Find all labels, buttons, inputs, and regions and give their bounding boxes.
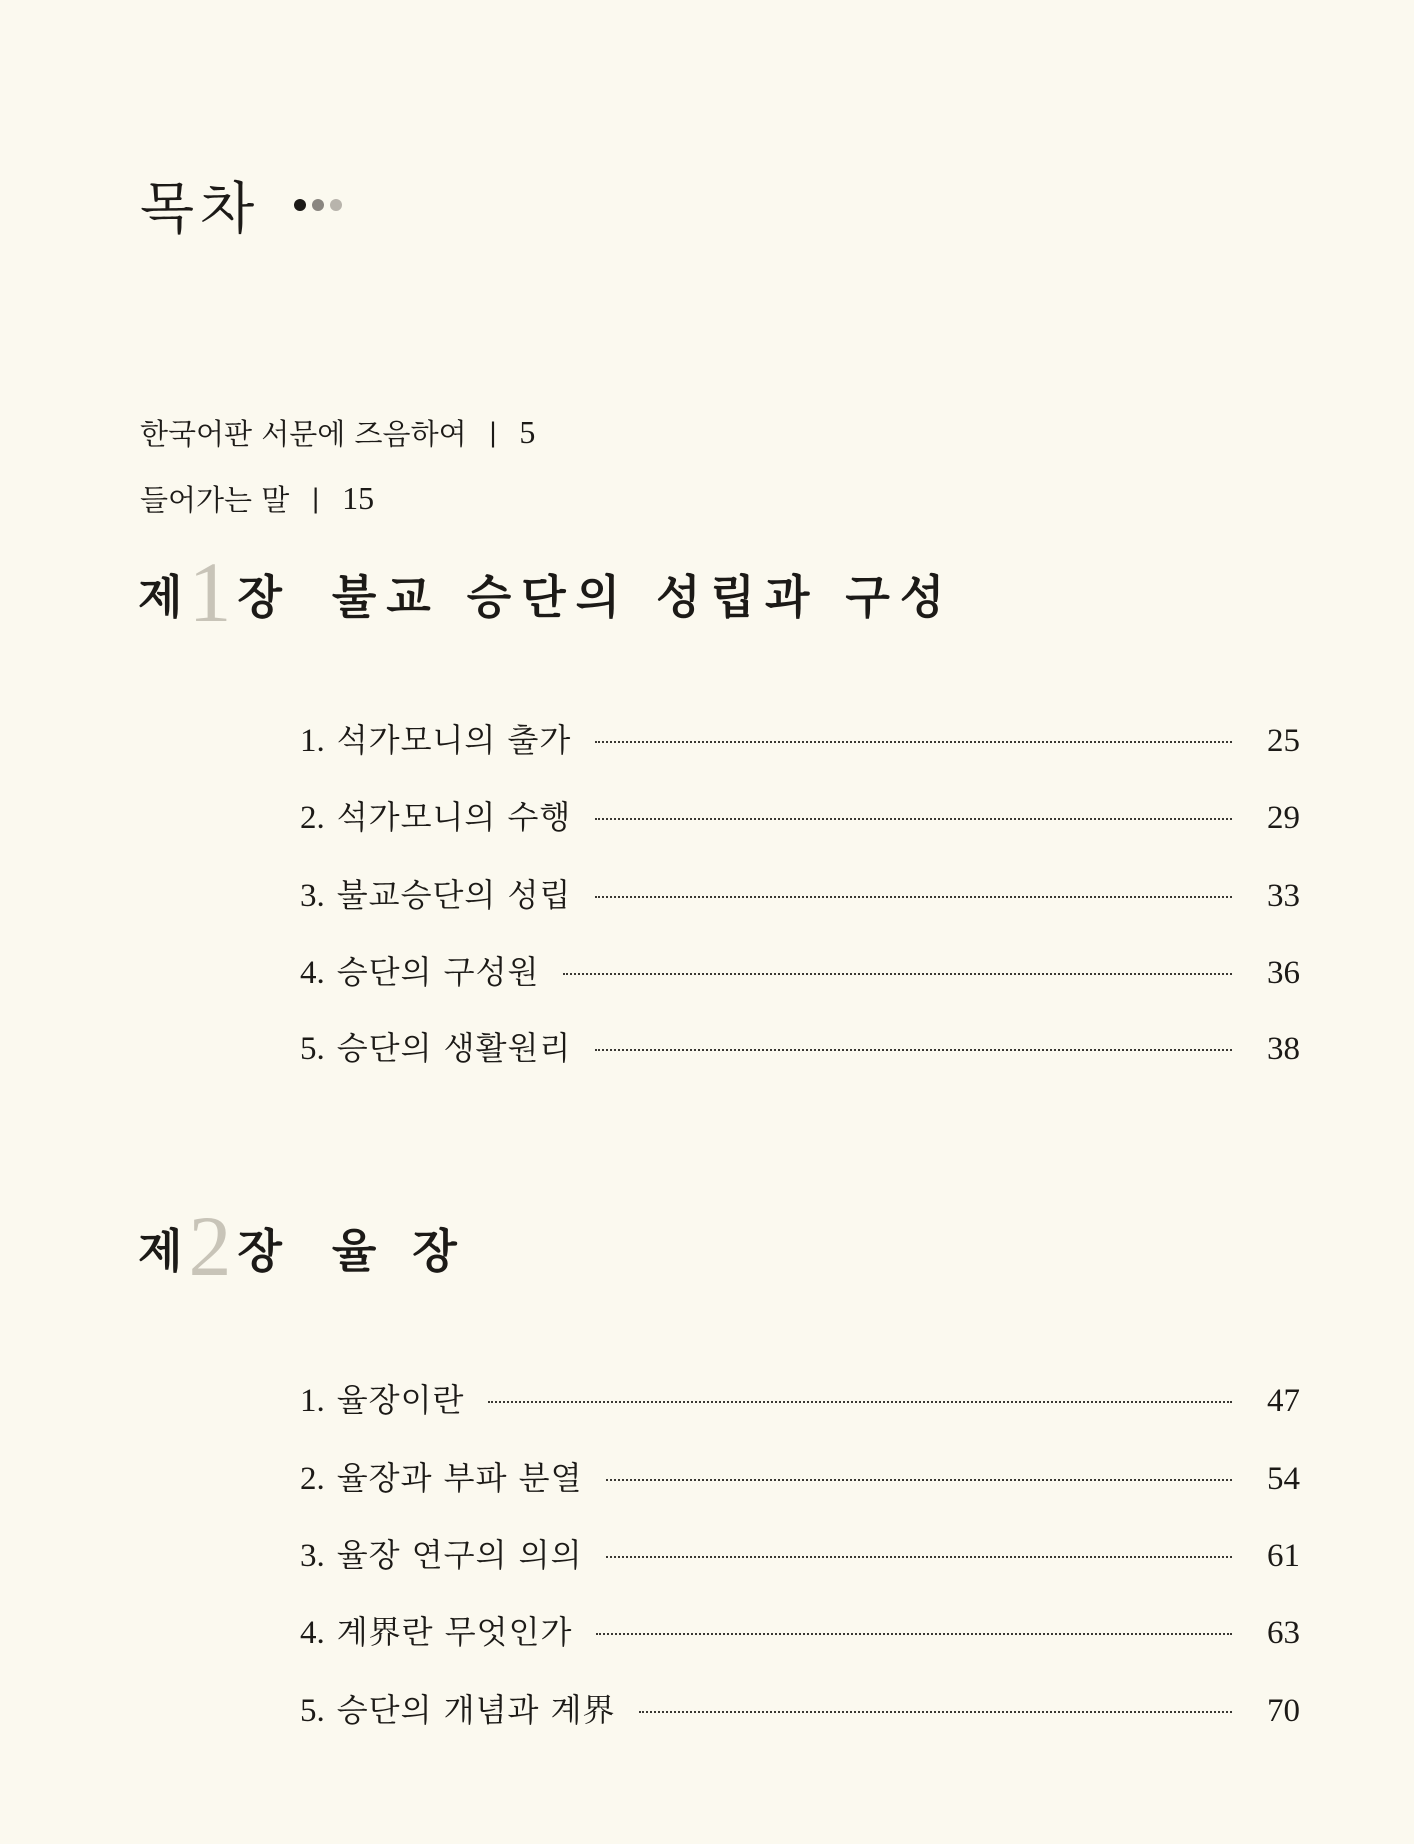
entry-number: 4. bbox=[300, 955, 325, 991]
entry-number: 3. bbox=[300, 1538, 325, 1574]
toc-entry[interactable] bbox=[300, 947, 1300, 993]
entry-label: 승단의 생활원리 bbox=[336, 1029, 572, 1067]
entry-label: 율장과 부파 분열 bbox=[336, 1459, 583, 1497]
entry-label: 한국어판 서문에 즈음하여 bbox=[140, 417, 467, 451]
page-number: 63 bbox=[1267, 1615, 1300, 1651]
entry-number: 1. bbox=[300, 1383, 325, 1419]
toc-entry[interactable] bbox=[300, 1607, 1300, 1653]
entry-number: 3. bbox=[300, 878, 325, 914]
page-number: 33 bbox=[1267, 878, 1300, 914]
toc-entry[interactable] bbox=[300, 1453, 1300, 1499]
toc-entry[interactable] bbox=[300, 1023, 1300, 1069]
page-number: 29 bbox=[1267, 800, 1300, 836]
page-number: 25 bbox=[1267, 723, 1300, 759]
entry-number: 2. bbox=[300, 1461, 325, 1497]
dot-leader bbox=[595, 896, 1232, 898]
front-matter-entry[interactable] bbox=[140, 478, 374, 519]
entry-label: 석가모니의 출가 bbox=[336, 721, 572, 759]
toc-entry[interactable] bbox=[300, 715, 1300, 761]
page-number: 15 bbox=[342, 480, 375, 516]
chapter-suffix: 장 bbox=[237, 569, 282, 624]
chapter-number: 2 bbox=[188, 1198, 232, 1294]
chapter-prefix: 제 bbox=[138, 569, 183, 624]
separator: | bbox=[311, 483, 321, 514]
chapter-heading[interactable] bbox=[138, 1198, 467, 1294]
dot-icon bbox=[330, 199, 342, 211]
entry-label: 율장이란 bbox=[336, 1381, 465, 1419]
entry-label: 승단의 구성원 bbox=[336, 953, 540, 991]
toc-entry[interactable] bbox=[300, 1685, 1300, 1731]
title-dots-ornament bbox=[294, 199, 342, 211]
dot-leader bbox=[595, 1049, 1232, 1051]
page-number: 5 bbox=[519, 414, 536, 450]
dot-leader bbox=[596, 1633, 1232, 1635]
chapter-heading[interactable] bbox=[138, 544, 955, 640]
entry-number: 1. bbox=[300, 723, 325, 759]
page-number: 36 bbox=[1267, 955, 1300, 991]
entry-label: 들어가는 말 bbox=[140, 483, 290, 517]
page-number: 38 bbox=[1267, 1031, 1300, 1067]
page-title bbox=[140, 165, 342, 245]
separator: | bbox=[488, 417, 498, 448]
page-number: 54 bbox=[1267, 1461, 1300, 1497]
entry-label: 계界란 무엇인가 bbox=[336, 1613, 573, 1651]
dot-leader bbox=[595, 741, 1232, 743]
chapter-title: 율 장 bbox=[331, 1223, 467, 1278]
chapter-title: 불교 승단의 성립과 구성 bbox=[331, 569, 955, 624]
title-text: 목차 bbox=[140, 177, 261, 242]
page-number: 61 bbox=[1267, 1538, 1300, 1574]
dot-leader bbox=[488, 1401, 1232, 1403]
toc-entry[interactable] bbox=[300, 1530, 1300, 1576]
page-number: 47 bbox=[1267, 1383, 1300, 1419]
entry-label: 불교승단의 성립 bbox=[336, 876, 572, 914]
chapter-suffix: 장 bbox=[237, 1223, 282, 1278]
entry-number: 5. bbox=[300, 1693, 325, 1729]
entry-label: 율장 연구의 의의 bbox=[336, 1536, 583, 1574]
chapter-prefix: 제 bbox=[138, 1223, 183, 1278]
dot-leader bbox=[563, 973, 1232, 975]
front-matter-entry[interactable] bbox=[140, 412, 535, 453]
entry-number: 2. bbox=[300, 800, 325, 836]
dot-icon bbox=[294, 199, 306, 211]
page-number: 70 bbox=[1267, 1693, 1300, 1729]
dot-leader bbox=[595, 818, 1232, 820]
dot-leader bbox=[639, 1711, 1232, 1713]
toc-entry[interactable] bbox=[300, 870, 1300, 916]
entry-label: 승단의 개념과 계界 bbox=[336, 1691, 616, 1729]
toc-entry[interactable] bbox=[300, 792, 1300, 838]
entry-label: 석가모니의 수행 bbox=[336, 798, 572, 836]
dot-leader bbox=[606, 1479, 1232, 1481]
chapter-number: 1 bbox=[188, 544, 232, 640]
dot-icon bbox=[312, 199, 324, 211]
toc-entry[interactable] bbox=[300, 1375, 1300, 1421]
dot-leader bbox=[606, 1556, 1232, 1558]
entry-number: 5. bbox=[300, 1031, 325, 1067]
entry-number: 4. bbox=[300, 1615, 325, 1651]
